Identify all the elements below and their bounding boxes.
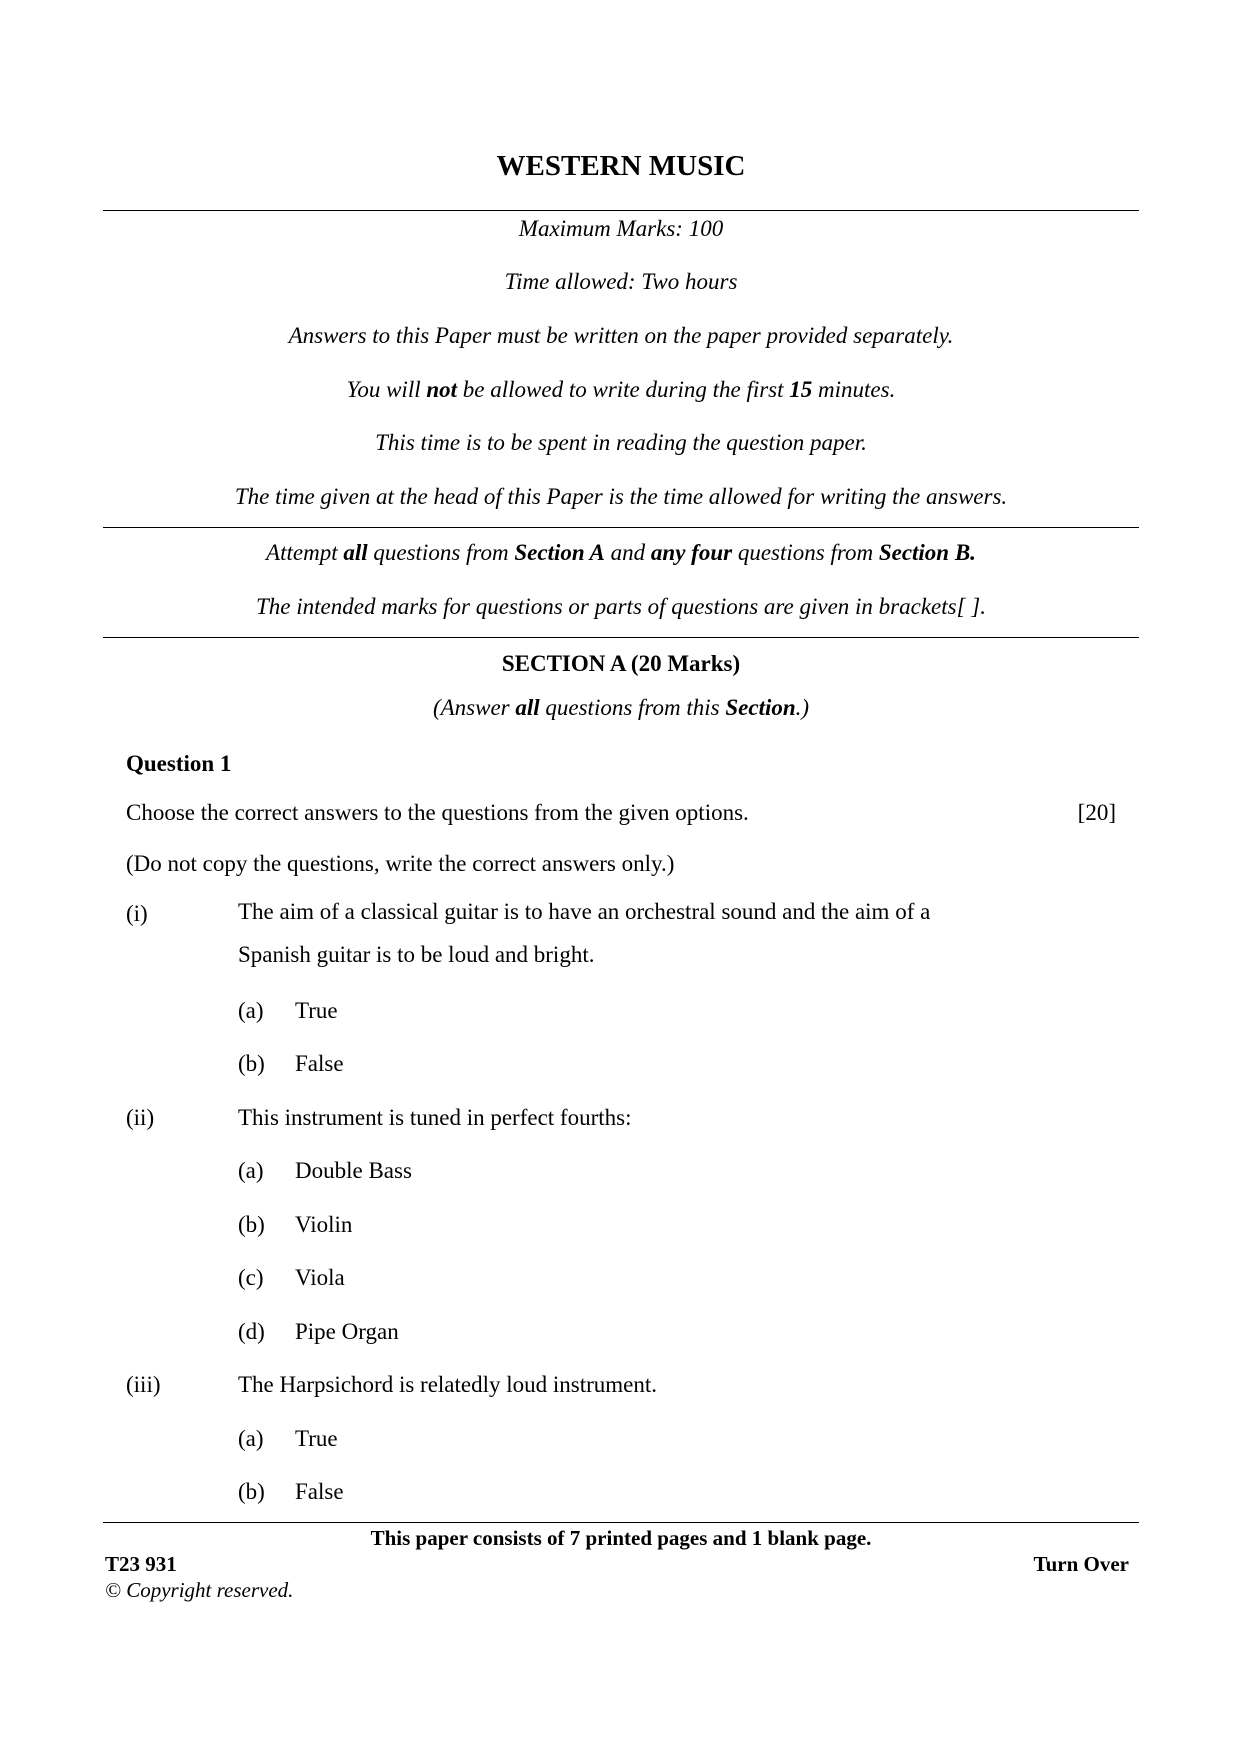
option-label: (a)	[238, 1426, 264, 1451]
option-label: (c)	[238, 1265, 264, 1290]
option-text: Viola	[295, 1265, 345, 1290]
copyright-note: © Copyright reserved.	[105, 1578, 294, 1602]
question-note: (Do not copy the questions, write the correct answers only.)	[126, 851, 675, 876]
item-stem: This instrument is tuned in perfect fourths:	[238, 1105, 632, 1130]
section-sub-part: .)	[795, 695, 810, 720]
item-number: (ii)	[126, 1105, 155, 1130]
section-a-subheading	[103, 695, 1139, 721]
max-marks: Maximum Marks: 100	[518, 216, 724, 241]
marks-note: The intended marks for questions or parts of questions are given in brackets[ ].	[256, 594, 986, 619]
option-label: (a)	[238, 998, 264, 1023]
write-note-emph: 15	[789, 377, 813, 402]
attempt-emph: all	[343, 540, 368, 565]
header-rule-middle	[103, 527, 1139, 528]
question-instruction: Choose the correct answers to the questions from the given options.	[126, 800, 749, 825]
pages-note: This paper consists of 7 printed pages and 1 blank page.	[370, 1526, 872, 1550]
option-text: Double Bass	[295, 1158, 412, 1183]
option-label: (d)	[238, 1319, 265, 1344]
option-text: Pipe Organ	[295, 1319, 399, 1344]
section-sub-emph: all	[515, 695, 540, 720]
option-text: True	[295, 1426, 338, 1451]
write-note-part: You will	[346, 377, 427, 402]
attempt-emph: Section B.	[878, 540, 976, 565]
option-text: False	[295, 1479, 344, 1504]
option-text: False	[295, 1051, 344, 1076]
paper-title: WESTERN MUSIC	[496, 150, 746, 182]
item-stem: Spanish guitar is to be loud and bright.	[238, 942, 595, 967]
item-stem: The Harpsichord is relatedly loud instrument.	[238, 1372, 658, 1397]
attempt-part: questions from	[367, 540, 515, 565]
write-note-part: be allowed to write during the first	[457, 377, 790, 402]
option-text: True	[295, 998, 338, 1023]
attempt-emph: Section A	[514, 540, 605, 565]
write-note-emph: not	[426, 377, 458, 402]
attempt-emph: any four	[650, 540, 733, 565]
item-number: (i)	[126, 901, 148, 926]
attempt-instruction	[103, 540, 1139, 566]
write-note-part: minutes.	[812, 377, 896, 402]
question-marks: [20]	[1077, 800, 1116, 825]
item-number: (iii)	[126, 1372, 161, 1397]
section-sub-part: (Answer	[432, 695, 516, 720]
option-label: (b)	[238, 1212, 265, 1237]
time-head-note: The time given at the head of this Paper is the time allowed for writing the answers.	[234, 484, 1008, 509]
attempt-part: questions from	[732, 540, 879, 565]
option-label: (a)	[238, 1158, 264, 1183]
answers-note: Answers to this Paper must be written on the paper provided separately.	[288, 323, 954, 348]
question-label: Question 1	[126, 751, 232, 776]
turn-over-label: Turn Over	[1033, 1552, 1129, 1576]
write-note	[103, 377, 1139, 403]
option-label: (b)	[238, 1051, 265, 1076]
reading-note: This time is to be spent in reading the question paper.	[375, 430, 867, 455]
option-label: (b)	[238, 1479, 265, 1504]
attempt-part: Attempt	[266, 540, 344, 565]
attempt-part: and	[604, 540, 651, 565]
footer-rule	[103, 1522, 1139, 1523]
paper-code: T23 931	[105, 1552, 177, 1576]
section-sub-emph: Section	[725, 695, 796, 720]
section-sub-part: questions from this	[539, 695, 726, 720]
time-allowed: Time allowed: Two hours	[504, 269, 738, 294]
header-rule-top	[103, 210, 1139, 211]
option-text: Violin	[295, 1212, 353, 1237]
section-a-heading: SECTION A (20 Marks)	[501, 651, 741, 676]
header-rule-bottom	[103, 637, 1139, 638]
item-stem: The aim of a classical guitar is to have an orchestral sound and the aim of a	[238, 899, 931, 924]
